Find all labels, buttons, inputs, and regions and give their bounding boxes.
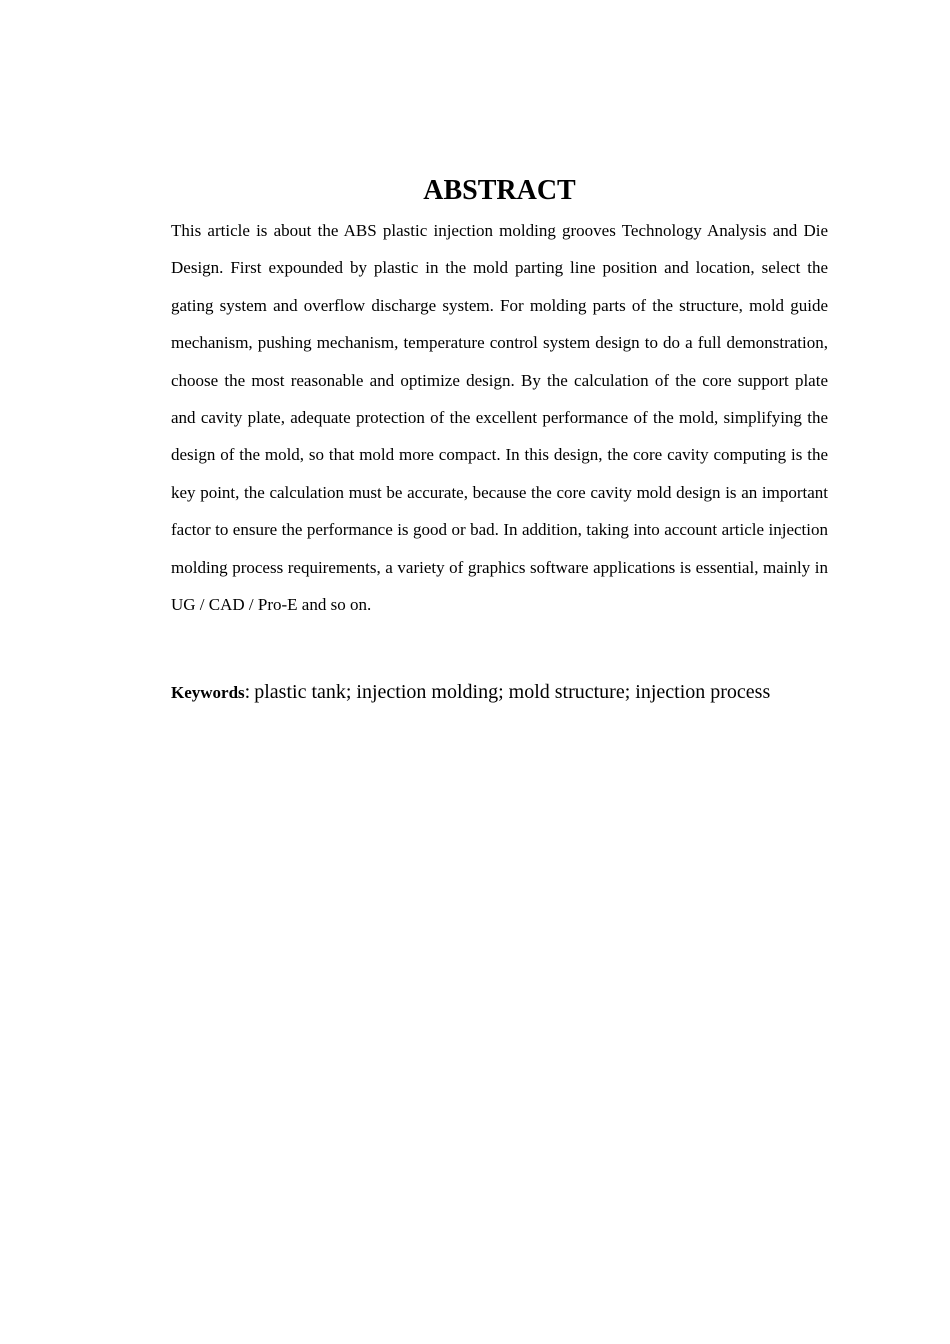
abstract-title: ABSTRACT — [423, 175, 576, 206]
keywords-separator: : — [244, 681, 251, 704]
abstract-section — [171, 172, 828, 747]
keywords-text: plastic tank; injection molding; mold structure; injection process — [254, 681, 771, 704]
abstract-body: This article is about the ABS plastic injection molding grooves Technology Analysis and Die Design. First expounded by plastic in the mold parting line position and location, select the gating system and overflow discharge system. For molding parts of the structure, mold guide mechanism, pushing mechanism, temperature control system design to do a full demonstration, choose the most reasonable and optimize design. By the calculation of the core support plate and cavity plate, adequate protection of the excellent performance of the mold, simplifying the design of the mold, so that mold more compact. In this design, the core cavity computing is the key point, the calculation must be accurate, because the core cavity mold design is an important factor to ensure the performance is good or bad. In addition, taking into account article injection molding process requirements, a variety of graphics software applications is essential, mainly in UG / CAD / Pro-E and so on. — [171, 221, 828, 615]
keywords-line — [171, 655, 828, 731]
keywords-label: Keywords — [171, 683, 245, 703]
